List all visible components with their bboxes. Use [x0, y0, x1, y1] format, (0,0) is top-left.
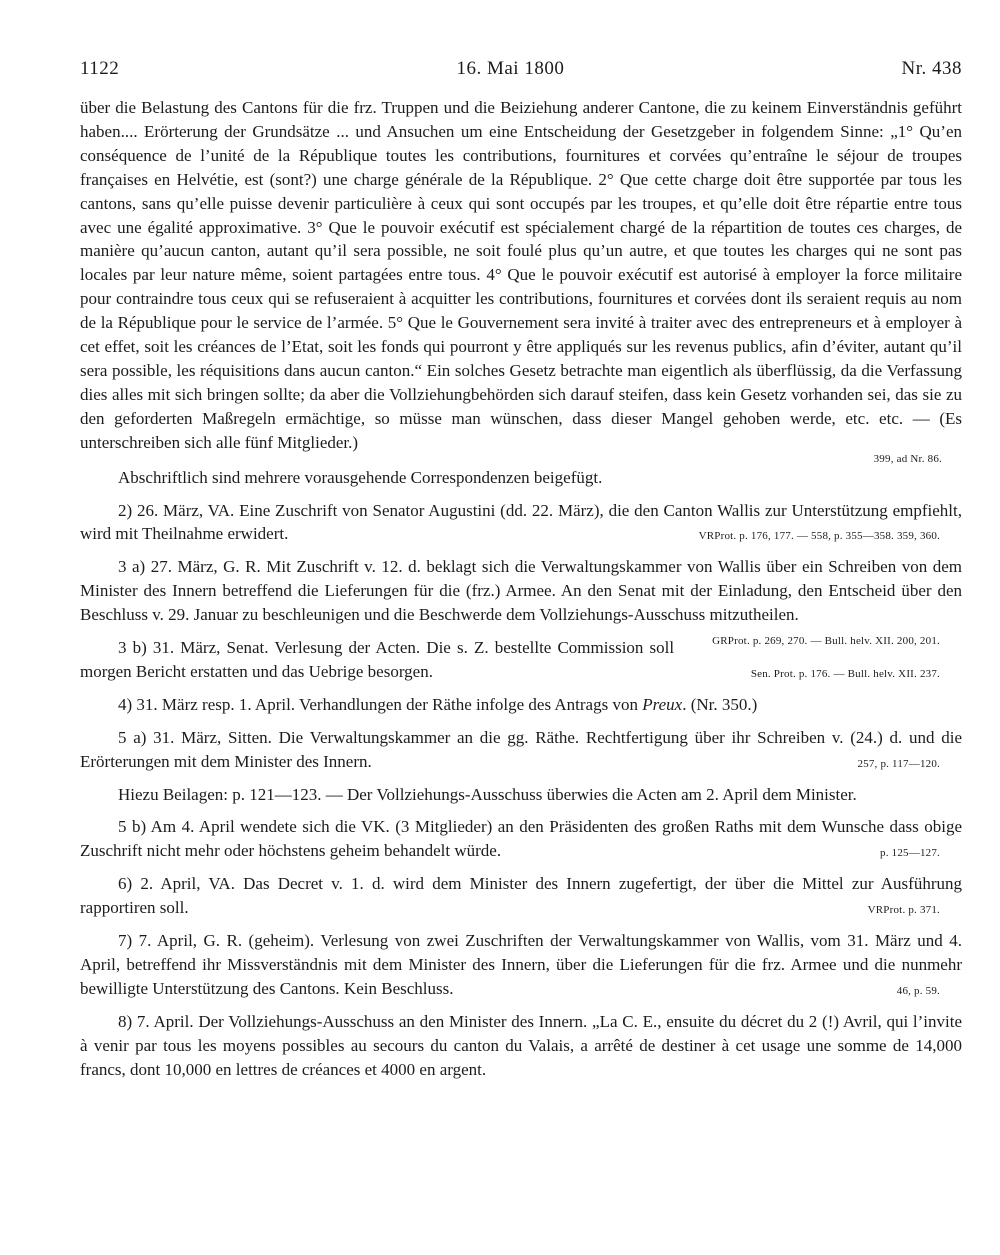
entry-3a: [80, 555, 962, 648]
paragraph-text: 7) 7. April, G. R. (geheim). Verlesung von zwei Zuschriften der Verwaltungskammer von Wallis, vom 31. März und 4. April, betreffend ihr Missverständnis mit dem Minister des Innern, über die Lieferungen für die frz. Armee und die nunmehr bewilligte Unterstützung des Cantons. Kein Beschluss.: [80, 931, 962, 998]
paragraph-text: Hiezu Beilagen: p. 121—123. — Der Vollziehungs-Ausschuss überwies die Acten am 2. April dem Minister.: [118, 784, 857, 804]
entry-5a-appendix: [80, 783, 962, 807]
paragraph-text: 2) 26. März, VA. Eine Zuschrift von Senator Augustini (dd. 22. März), die den Canton Wallis zur Unterstützung empfiehlt, wird mit Theilnahme erwidert.: [80, 500, 962, 544]
document-number: Nr. 438: [901, 58, 962, 79]
paragraph-text: 5 b) Am 4. April wendete sich die VK. (3 Mitglieder) an den Präsidenten des großen Raths mit dem Wunsche dass obige Zuschrift nicht mehr oder höchstens geheim behandelt würde.: [80, 817, 962, 861]
paragraph-text: 3 a) 27. März, G. R. Mit Zuschrift v. 12. d. beklagt sich die Verwaltungskammer von Wallis über ein Schreiben von dem Minister des Innern betreffend die Lieferungen für die (frz.) Armee. An den Senat mit der Einladung, den Entscheid über den Beschluss v. 29. Januar zu beschleunigen und die Beschwerde dem Vollziehungs-Ausschuss mitzutheilen.: [80, 557, 962, 625]
source-reference: p. 125—127.: [880, 847, 940, 860]
source-reference: VRProt. p. 176, 177. — 558, p. 355—358. 359, 360.: [698, 530, 940, 543]
entry-4: [80, 693, 962, 717]
paragraph-text: 6) 2. April, VA. Das Decret v. 1. d. wird dem Minister des Innern zugefertigt, der über die Mittel zur Ausführung rapportiren soll.: [80, 874, 962, 918]
source-reference: 399, ad Nr. 86.: [873, 452, 942, 465]
entry-5a: [80, 726, 962, 774]
entry-8: [80, 1010, 962, 1082]
entry-6: [80, 872, 962, 920]
paragraph-continuation: [80, 96, 962, 466]
header-date: 16. Mai 1800: [456, 58, 565, 79]
page-header: [80, 58, 962, 80]
entry-2: [80, 499, 962, 547]
source-reference: 46, p. 59.: [896, 984, 940, 997]
page-number: 1122: [80, 58, 120, 79]
paragraph-text: 8) 7. April. Der Vollziehungs-Ausschuss an den Minister des Innern. „La C. E., ensuite du décret du 2 (!) Avril, qui l’invite à venir par tous les moyens possibles au secours du canton du Valais, a arrêté de destiner à cet usage une somme de 14,000 francs, dont 10,000 en lettres de créances et 4000 en argent.: [80, 1011, 962, 1079]
source-reference: 257, p. 117—120.: [857, 757, 940, 770]
document-body: [80, 96, 962, 1082]
source-reference: VRProt. p. 371.: [867, 904, 940, 917]
source-reference: GRProt. p. 269, 270. — Bull. helv. XII. 200, 201.: [712, 635, 940, 648]
paragraph-text: über die Belastung des Cantons für die frz. Truppen und die Beiziehung anderer Cantone, die zu keinem Einverständnis geführt haben.... Erörterung der Grundsätze ... und Ansuchen um eine Entscheidung der Gesetzgeber in folgendem Sinne: „1° Qu’en conséquence de l’unité de la République toutes les contributions, fournitures et corvées qu’entraîne le séjour de troupes françaises en Helvétie, est (sont?) une charge générale de la République. 2° Que cette charge doit être supportée par tous les cantons, sans qu’elle puisse devenir particulière à ceux qui sont occupés par les troupes, et qu’elle doit être répartie entre tous avec une égalité approximative. 3° Que le pouvoir exécutif est spécialement chargé de la répartition de toutes ces charges, de manière qu’aucun canton, autant qu’il sera possible, ne soit foulé plus qu’un autre, et que toutes les charges qui ne sont pas locales par leur nature même, soient partagées entre tous. 4° Que le pouvoir exécutif est autorisé à employer la force militaire pour contraindre tous ceux qui se refuseraient à acquitter les contributions, fournitures et corvées dont ils seraient requis au nom de la République pour le service de l’armée. 5° Que le Gouvernement sera invité à traiter avec des entrepreneurs et à employer à cet effet, soit les créances de l’Etat, soit les fonds qui pourront y être appliqués sur les revenus publics, afin d’éviter, autant qu’il sera possible, les réquisitions dans aucun canton.“ Ein solches Gesetz betrachte man eigentlich als überflüssig, da die Verfassung dies alles mit sich bringen sollte; da aber die Vollziehungbehörden sich darauf steifen, dass kein Gesetz vorhanden sei, das sie zu den geforderten Maßregeln ermächtige, so müsse man wünschen, dass dieser Mangel gehoben werde, etc. etc. — (Es unterschreiben sich alle fünf Mitglieder.): [80, 98, 962, 452]
paragraph-text-end: . (Nr. 350.): [682, 694, 758, 714]
entry-7: [80, 929, 962, 1001]
paragraph-text: 5 a) 31. März, Sitten. Die Verwaltungskammer an die gg. Räthe. Rechtfertigung über ihr Schreiben v. (24.) d. und die Erörterungen mit dem Minister des Innern.: [80, 727, 962, 771]
paragraph-text: Abschriftlich sind mehrere vorausgehende Correspondenzen beigefügt.: [118, 467, 603, 487]
entry-5b: [80, 815, 962, 863]
paragraph-note: [80, 466, 962, 490]
paragraph-text: 4) 31. März resp. 1. April. Verhandlungen der Räthe infolge des Antrags von: [118, 694, 638, 714]
person-name: Preux: [642, 694, 683, 714]
paragraph-text: 3 b) 31. März, Senat. Verlesung der Acten. Die s. Z. bestellte Commission soll morgen Bericht erstatten und das Uebrige besorgen.: [80, 638, 675, 681]
source-reference: Sen. Prot. p. 176. — Bull. helv. XII. 237.: [750, 667, 940, 680]
